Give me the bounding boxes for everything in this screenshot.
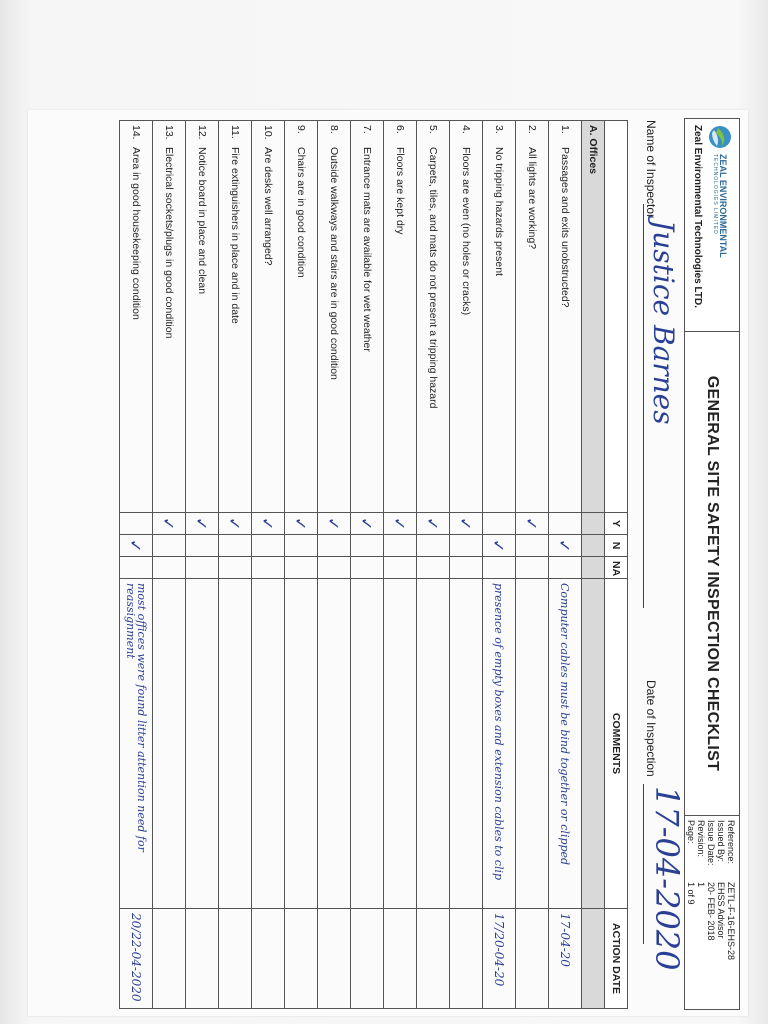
action-date-cell[interactable]: 20/22-04-2020: [120, 909, 153, 1009]
yes-checkbox[interactable]: ✓: [219, 513, 252, 535]
action-date-cell[interactable]: [153, 909, 186, 1009]
yes-checkbox[interactable]: ✓: [252, 513, 285, 535]
checklist-question: [252, 121, 285, 513]
column-header-no: N: [605, 535, 628, 557]
no-checkbox[interactable]: [516, 535, 549, 557]
question-number: 5.: [427, 125, 439, 134]
comment-cell[interactable]: [351, 579, 384, 909]
no-checkbox[interactable]: [153, 535, 186, 557]
question-text: Area in good housekeeping condition: [130, 147, 142, 320]
comment-cell[interactable]: [318, 579, 351, 909]
yes-checkbox[interactable]: ✓: [351, 513, 384, 535]
question-number: 8.: [328, 125, 340, 134]
question-number: 4.: [460, 125, 472, 134]
action-date-cell[interactable]: 17/20-04-20: [483, 909, 516, 1009]
action-date-cell[interactable]: [516, 909, 549, 1009]
na-checkbox[interactable]: [516, 557, 549, 579]
no-checkbox[interactable]: ✓: [120, 535, 153, 557]
action-date-cell[interactable]: [285, 909, 318, 1009]
yes-checkbox[interactable]: ✓: [516, 513, 549, 535]
action-date-cell[interactable]: [417, 909, 450, 1009]
checklist-question: [483, 121, 516, 513]
rotated-sheet: [28, 110, 748, 1016]
action-date-cell[interactable]: [384, 909, 417, 1009]
na-checkbox[interactable]: [549, 557, 582, 579]
question-text: Notice board in place and clean: [196, 147, 208, 295]
section-row: [582, 121, 605, 1009]
na-checkbox[interactable]: [186, 557, 219, 579]
no-checkbox[interactable]: [417, 535, 450, 557]
question-text: Outside walkways and stairs are in good condition: [328, 147, 340, 380]
question-text: Floors are even (no holes or cracks): [460, 147, 472, 316]
meta-issue-date: 20- FEB- 2018: [706, 882, 716, 941]
company-logo: [708, 125, 732, 149]
no-checkbox[interactable]: [384, 535, 417, 557]
meta-keys: [688, 820, 736, 882]
yes-checkbox[interactable]: [483, 513, 516, 535]
column-header-comments: COMMENTS: [605, 579, 628, 909]
checklist-question: [153, 121, 186, 513]
no-checkbox[interactable]: [351, 535, 384, 557]
action-date-cell[interactable]: [351, 909, 384, 1009]
question-text: All lights are working?: [526, 147, 538, 250]
question-number: 11.: [229, 125, 241, 139]
inspection-info: [638, 120, 686, 1010]
question-text: Are desks well arranged?: [262, 147, 274, 266]
question-number: 3.: [493, 125, 505, 134]
no-checkbox[interactable]: ✓: [483, 535, 516, 557]
action-date-cell[interactable]: [318, 909, 351, 1009]
comment-cell[interactable]: [186, 579, 219, 909]
table-row: [483, 121, 516, 1009]
yes-checkbox[interactable]: ✓: [285, 513, 318, 535]
yes-checkbox[interactable]: ✓: [318, 513, 351, 535]
comment-cell[interactable]: [417, 579, 450, 909]
no-checkbox[interactable]: ✓: [549, 535, 582, 557]
comment-cell[interactable]: Computer cables must be bind together or clipped: [549, 579, 582, 909]
question-number: 9.: [295, 125, 307, 134]
question-number: 6.: [394, 125, 406, 134]
question-number: 10.: [262, 125, 274, 140]
no-checkbox[interactable]: [318, 535, 351, 557]
meta-key: Revision:: [696, 820, 706, 858]
comment-cell[interactable]: most offices were found litter attention need for reassignment: [120, 579, 153, 909]
comment-cell[interactable]: [516, 579, 549, 909]
company-name: Zeal Environmental Technologies LTD.: [692, 125, 703, 308]
question-text: Electrical sockets/plugs in good condition: [163, 147, 175, 339]
question-text: Passages and exits unobstructed?: [559, 147, 571, 308]
table-row: [318, 121, 351, 1009]
meta-values: [688, 882, 736, 1005]
document-page: [28, 110, 748, 1016]
checklist-table: [119, 120, 628, 1009]
comment-cell[interactable]: [384, 579, 417, 909]
action-date-cell[interactable]: [186, 909, 219, 1009]
checklist-question: [219, 121, 252, 513]
meta-page: 1 of 9: [686, 882, 696, 905]
checklist-question: [549, 121, 582, 513]
question-number: 14.: [130, 125, 142, 140]
na-checkbox[interactable]: [153, 557, 186, 579]
no-checkbox[interactable]: [252, 535, 285, 557]
meta-key: Page:: [686, 820, 696, 844]
table-row: [219, 121, 252, 1009]
checklist-question: [516, 121, 549, 513]
checklist-question: [351, 121, 384, 513]
checklist-question: [318, 121, 351, 513]
meta-reference: ZETL-F-16-EHS-28: [726, 882, 736, 961]
question-number: 13.: [163, 125, 175, 140]
na-checkbox[interactable]: [285, 557, 318, 579]
inspector-label: Name of Inspector: [644, 120, 658, 219]
table-row: [549, 121, 582, 1009]
no-checkbox[interactable]: [186, 535, 219, 557]
checklist-question: [285, 121, 318, 513]
table-row: [417, 121, 450, 1009]
meta-key: Reference:: [726, 820, 736, 865]
document-title: GENERAL SITE SAFETY INSPECTION CHECKLIST: [704, 375, 721, 772]
inspection-date-underline: [643, 784, 644, 944]
table-header-row: [605, 121, 628, 1009]
column-header-na: NA: [605, 557, 628, 579]
action-date-cell[interactable]: [219, 909, 252, 1009]
table-row: [450, 121, 483, 1009]
inspector-underline: [643, 204, 644, 608]
checklist-question: [120, 121, 153, 513]
logo-subtitle: TECHNOLOGIES LIMITED: [712, 154, 719, 235]
na-checkbox[interactable]: [483, 557, 516, 579]
meta-issued-by: EHSS Advisor: [716, 882, 726, 939]
table-row: [516, 121, 549, 1009]
yes-checkbox[interactable]: [120, 513, 153, 535]
no-checkbox[interactable]: [285, 535, 318, 557]
action-date-cell[interactable]: [252, 909, 285, 1009]
question-text: Entrance mats are available for wet weather: [361, 147, 373, 352]
comment-cell[interactable]: [153, 579, 186, 909]
table-row: [384, 121, 417, 1009]
logo-name: ZEAL ENVIRONMENTAL: [718, 154, 729, 258]
na-checkbox[interactable]: [351, 557, 384, 579]
comment-cell[interactable]: [285, 579, 318, 909]
no-checkbox[interactable]: [450, 535, 483, 557]
comment-cell[interactable]: [252, 579, 285, 909]
company-block: [685, 119, 739, 332]
question-text: No tripping hazards present: [493, 147, 505, 276]
table-row: [351, 121, 384, 1009]
section-title: A. Offices: [582, 121, 605, 513]
na-checkbox[interactable]: [318, 557, 351, 579]
table-row: [252, 121, 285, 1009]
table-row: [186, 121, 219, 1009]
table-row: [120, 121, 153, 1009]
meta-key: Issue Date:: [706, 820, 716, 866]
meta-key: Issued By:: [716, 820, 726, 863]
action-date-cell[interactable]: [450, 909, 483, 1009]
comment-cell[interactable]: presence of empty boxes and extension cables to clip: [483, 579, 516, 909]
table-row: [285, 121, 318, 1009]
question-header: [605, 121, 628, 513]
comment-cell[interactable]: [219, 579, 252, 909]
document-header: [684, 118, 740, 1010]
comment-cell[interactable]: [450, 579, 483, 909]
inspection-date-value: 17-04-2020: [648, 786, 686, 971]
yes-checkbox[interactable]: ✓: [450, 513, 483, 535]
yes-checkbox[interactable]: ✓: [153, 513, 186, 535]
column-header-yes: Y: [605, 513, 628, 535]
no-checkbox[interactable]: [219, 535, 252, 557]
yes-checkbox[interactable]: ✓: [186, 513, 219, 535]
document-meta: [685, 815, 739, 1009]
na-checkbox[interactable]: [384, 557, 417, 579]
inspector-signature: Justice Barnes: [647, 220, 680, 425]
question-text: Fire extinguishers in place and in date: [229, 147, 241, 324]
question-text: Chairs are in good condition: [295, 147, 307, 278]
question-number: 2.: [526, 125, 538, 134]
meta-revision: 1: [696, 882, 706, 888]
question-text: Carpets, tiles, and mats do not present a tripping hazard: [427, 147, 439, 409]
inspection-date-label: Date of Inspection: [644, 680, 658, 777]
yes-checkbox[interactable]: ✓: [417, 513, 450, 535]
column-header-action-date: ACTION DATE: [605, 909, 628, 1009]
table-row: [153, 121, 186, 1009]
checklist-question: [186, 121, 219, 513]
question-number: 1.: [559, 125, 571, 134]
na-checkbox[interactable]: [219, 557, 252, 579]
checklist-question: [417, 121, 450, 513]
checklist-question: [384, 121, 417, 513]
yes-checkbox[interactable]: ✓: [384, 513, 417, 535]
checklist-question: [450, 121, 483, 513]
question-text: Floors are kept dry: [394, 147, 406, 235]
na-checkbox[interactable]: [120, 557, 153, 579]
na-checkbox[interactable]: [417, 557, 450, 579]
question-number: 12.: [196, 125, 208, 140]
question-number: 7.: [361, 125, 373, 134]
action-date-cell[interactable]: 17-04-20: [549, 909, 582, 1009]
na-checkbox[interactable]: [252, 557, 285, 579]
na-checkbox[interactable]: [450, 557, 483, 579]
yes-checkbox[interactable]: [549, 513, 582, 535]
